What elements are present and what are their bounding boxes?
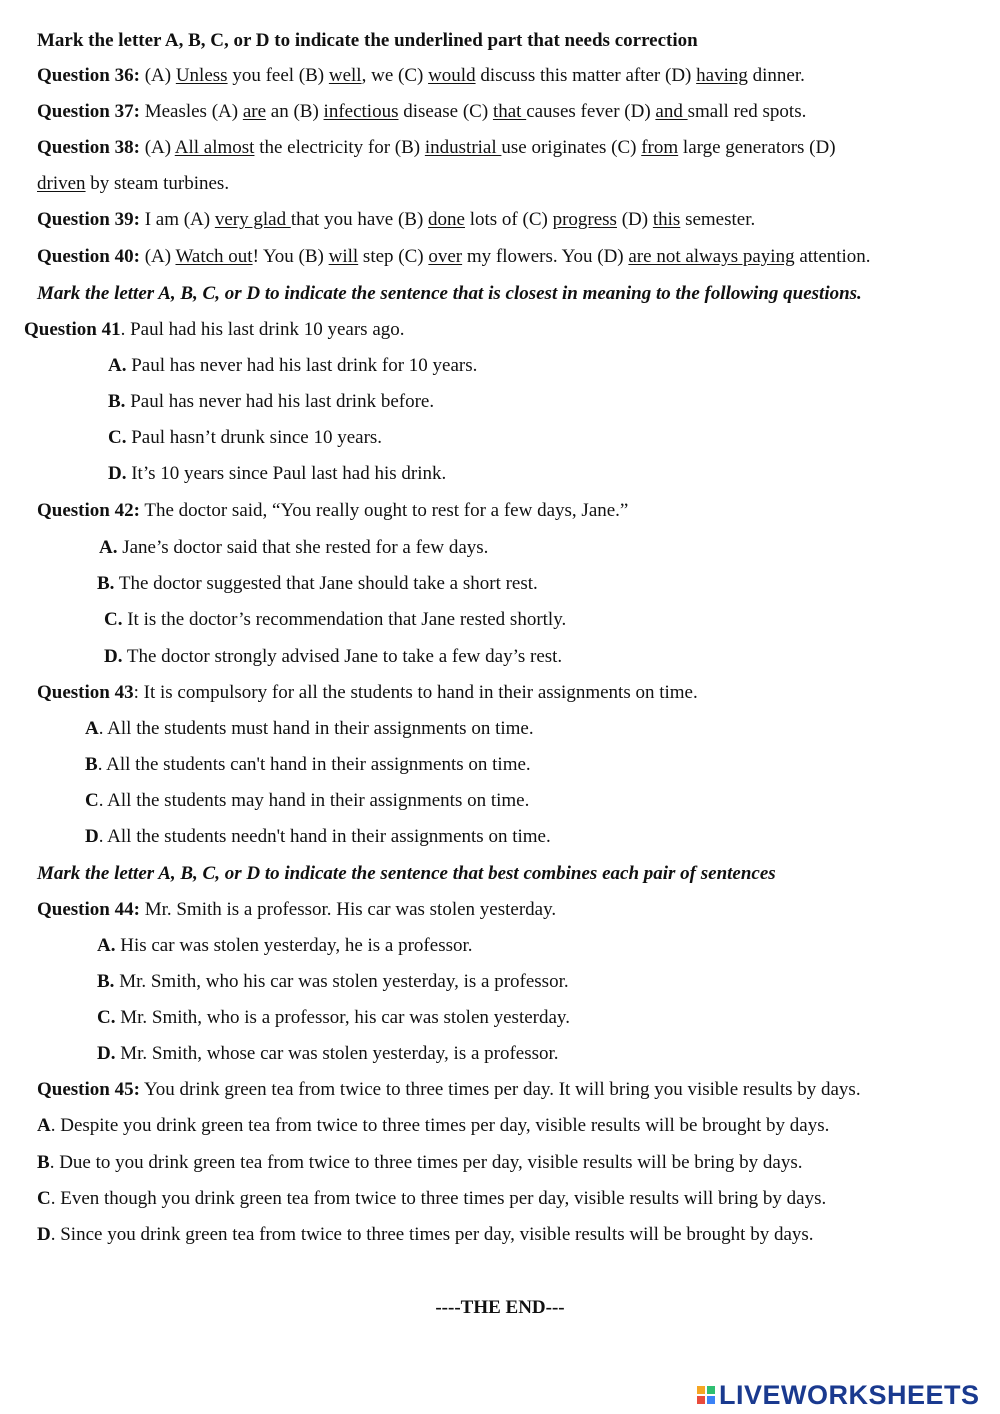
option-c-underlined: from <box>641 137 679 158</box>
option-text: Mr. Smith, who his car was stolen yesterday, is a professor. <box>114 971 569 992</box>
text: ! You (B) <box>252 246 329 267</box>
q42-option-b[interactable] <box>97 572 538 596</box>
q44-option-c[interactable] <box>97 1006 570 1030</box>
question-43 <box>37 681 698 705</box>
option-d-underlined: are not always paying <box>628 246 795 267</box>
question-42 <box>37 499 628 523</box>
option-text: Paul has never had his last drink before. <box>125 391 435 412</box>
option-b-underlined: done <box>428 209 465 230</box>
text: by steam turbines. <box>85 173 230 194</box>
q45-option-d[interactable] <box>37 1223 814 1247</box>
text: Measles (A) <box>139 101 243 122</box>
option-letter: B. <box>97 573 115 594</box>
option-letter: D. <box>104 646 123 667</box>
question-40 <box>37 245 871 269</box>
option-letter: A. <box>97 935 116 956</box>
option-letter: A. <box>99 537 118 558</box>
option-c-underlined: over <box>428 246 463 267</box>
option-letter: A <box>37 1115 51 1136</box>
option-letter: D <box>85 826 99 847</box>
question-label: Question 38: <box>37 137 140 158</box>
option-letter: B. <box>97 971 115 992</box>
text: semester. <box>680 209 756 230</box>
option-text: The doctor strongly advised Jane to take a few day’s rest. <box>122 646 563 667</box>
question-label: Question 45: <box>37 1079 140 1100</box>
logo-square-3 <box>697 1396 705 1404</box>
option-b-underlined: infectious <box>323 101 399 122</box>
question-37 <box>37 100 806 124</box>
option-letter: D <box>37 1224 51 1245</box>
option-text: Paul has never had his last drink for 10 years. <box>126 355 478 376</box>
question-38 <box>37 136 836 160</box>
question-36 <box>37 64 805 88</box>
text: you feel (B) <box>227 65 329 86</box>
q45-option-a[interactable] <box>37 1114 829 1138</box>
option-d-underlined: driven <box>37 173 86 194</box>
text: step (C) <box>358 246 429 267</box>
question-label: Question 44: <box>37 899 140 920</box>
text: an (B) <box>266 101 324 122</box>
question-stem: The doctor said, “You really ought to rest for a few days, Jane.” <box>139 500 629 521</box>
option-letter: B <box>85 754 98 775</box>
question-label: Question 37: <box>37 101 140 122</box>
option-text: It’s 10 years since Paul last had his drink. <box>126 463 447 484</box>
text: (D) <box>616 209 653 230</box>
option-a-underlined: very glad <box>214 209 291 230</box>
text: lots of (C) <box>464 209 553 230</box>
q44-option-b[interactable] <box>97 970 569 994</box>
text: use originates (C) <box>501 137 642 158</box>
text: dinner. <box>747 65 805 86</box>
option-letter: A. <box>108 355 127 376</box>
question-39 <box>37 208 755 232</box>
option-b-underlined: will <box>328 246 359 267</box>
logo-square-4 <box>707 1396 715 1404</box>
liveworksheets-logo <box>697 1380 980 1410</box>
option-letter: B. <box>108 391 126 412</box>
q41-option-b[interactable] <box>108 390 434 414</box>
option-text: Mr. Smith, whose car was stolen yesterday, is a professor. <box>115 1043 559 1064</box>
text: I am (A) <box>139 209 215 230</box>
option-text: Jane’s doctor said that she rested for a few days. <box>117 537 489 558</box>
question-label: Question 43 <box>37 682 134 703</box>
text: that you have (B) <box>290 209 429 230</box>
option-b-underlined: industrial <box>424 137 502 158</box>
option-text: The doctor suggested that Jane should take a short rest. <box>114 573 538 594</box>
text: , we (C) <box>361 65 429 86</box>
text: small red spots. <box>687 101 807 122</box>
question-45 <box>37 1078 861 1102</box>
option-letter: D. <box>108 463 127 484</box>
q41-option-a[interactable] <box>108 354 477 378</box>
text: large generators (D) <box>678 137 836 158</box>
text: attention. <box>794 246 871 267</box>
option-c-underlined: would <box>428 65 476 86</box>
q43-option-b[interactable] <box>85 753 531 777</box>
option-text: . Due to you drink green tea from twice to three times per day, visible results will be bring by days. <box>49 1152 803 1173</box>
question-label: Question 39: <box>37 209 140 230</box>
q45-option-c[interactable] <box>37 1187 826 1211</box>
logo-square-2 <box>707 1386 715 1394</box>
q41-option-d[interactable] <box>108 462 446 486</box>
option-text: His car was stolen yesterday, he is a professor. <box>115 935 473 956</box>
text: (A) <box>139 65 176 86</box>
option-letter: B <box>37 1152 50 1173</box>
question-stem: Mr. Smith is a professor. His car was stolen yesterday. <box>139 899 557 920</box>
option-letter: C. <box>104 609 123 630</box>
q44-option-a[interactable] <box>97 934 473 958</box>
section-heading-combine-sentences: Mark the letter A, B, C, or D to indicate the sentence that best combines each pair of sentences <box>37 863 776 884</box>
question-41 <box>24 318 405 342</box>
q43-option-d[interactable] <box>85 825 551 849</box>
q42-option-c[interactable] <box>104 608 566 632</box>
text: the electricity for (B) <box>254 137 425 158</box>
text: causes fever (D) <box>526 101 656 122</box>
q43-option-c[interactable] <box>85 789 529 813</box>
text: discuss this matter after (D) <box>475 65 697 86</box>
option-text: . Even though you drink green tea from twice to three times per day, visible results will bring by days. <box>50 1188 827 1209</box>
option-letter: A <box>85 718 99 739</box>
q42-option-d[interactable] <box>104 645 562 669</box>
option-text: . Since you drink green tea from twice to three times per day, visible results will be brought by days. <box>50 1224 814 1245</box>
option-text: . All the students needn't hand in their assignments on time. <box>98 826 551 847</box>
liveworksheets-logo-icon <box>697 1386 715 1404</box>
q42-option-a[interactable] <box>99 536 488 560</box>
option-letter: C <box>85 790 99 811</box>
q45-option-b[interactable] <box>37 1151 802 1175</box>
the-end-footer: ----THE END--- <box>435 1297 565 1318</box>
option-a-underlined: are <box>242 101 267 122</box>
liveworksheets-logo-text: LIVEWORKSHEETS <box>719 1379 980 1410</box>
option-d-underlined: having <box>696 65 748 86</box>
logo-square-1 <box>697 1386 705 1394</box>
option-text: It is the doctor’s recommendation that Jane rested shortly. <box>122 609 567 630</box>
text: my flowers. You (D) <box>462 246 629 267</box>
option-text: . All the students may hand in their assignments on time. <box>98 790 530 811</box>
option-c-underlined: progress <box>552 209 617 230</box>
q41-option-c[interactable] <box>108 426 382 450</box>
section-heading-closest-meaning: Mark the letter A, B, C, or D to indicate the sentence that is closest in meaning to the following questions. <box>37 283 862 304</box>
question-38-continued <box>37 172 229 196</box>
question-stem: You drink green tea from twice to three times per day. It will bring you visible results by days. <box>139 1079 861 1100</box>
question-label: Question 42: <box>37 500 140 521</box>
text: (A) <box>139 246 176 267</box>
question-label: Question 36: <box>37 65 140 86</box>
option-text: . All the students can't hand in their assignments on time. <box>97 754 531 775</box>
option-d-underlined: this <box>652 209 681 230</box>
option-text: . All the students must hand in their assignments on time. <box>98 718 534 739</box>
option-letter: C. <box>97 1007 116 1028</box>
option-d-underlined: and <box>655 101 688 122</box>
option-letter: C <box>37 1188 51 1209</box>
text: (A) <box>139 137 175 158</box>
option-text: Paul hasn’t drunk since 10 years. <box>126 427 383 448</box>
option-a-underlined: All almost <box>174 137 255 158</box>
option-a-underlined: Watch out <box>175 246 253 267</box>
q44-option-d[interactable] <box>97 1042 559 1066</box>
option-text: Mr. Smith, who is a professor, his car was stolen yesterday. <box>115 1007 570 1028</box>
text: disease (C) <box>398 101 493 122</box>
option-c-underlined: that <box>492 101 527 122</box>
question-stem: . Paul had his last drink 10 years ago. <box>120 319 405 340</box>
option-text: . Despite you drink green tea from twice to three times per day, visible results will be brought by days. <box>50 1115 830 1136</box>
option-a-underlined: Unless <box>175 65 228 86</box>
option-b-underlined: well <box>328 65 362 86</box>
section-heading-correction: Mark the letter A, B, C, or D to indicate the underlined part that needs correction <box>37 30 698 51</box>
option-letter: C. <box>108 427 127 448</box>
question-label: Question 40: <box>37 246 140 267</box>
question-label: Question 41 <box>24 319 121 340</box>
question-stem: : It is compulsory for all the students to hand in their assignments on time. <box>133 682 698 703</box>
q43-option-a[interactable] <box>85 717 534 741</box>
option-letter: D. <box>97 1043 116 1064</box>
question-44 <box>37 898 556 922</box>
